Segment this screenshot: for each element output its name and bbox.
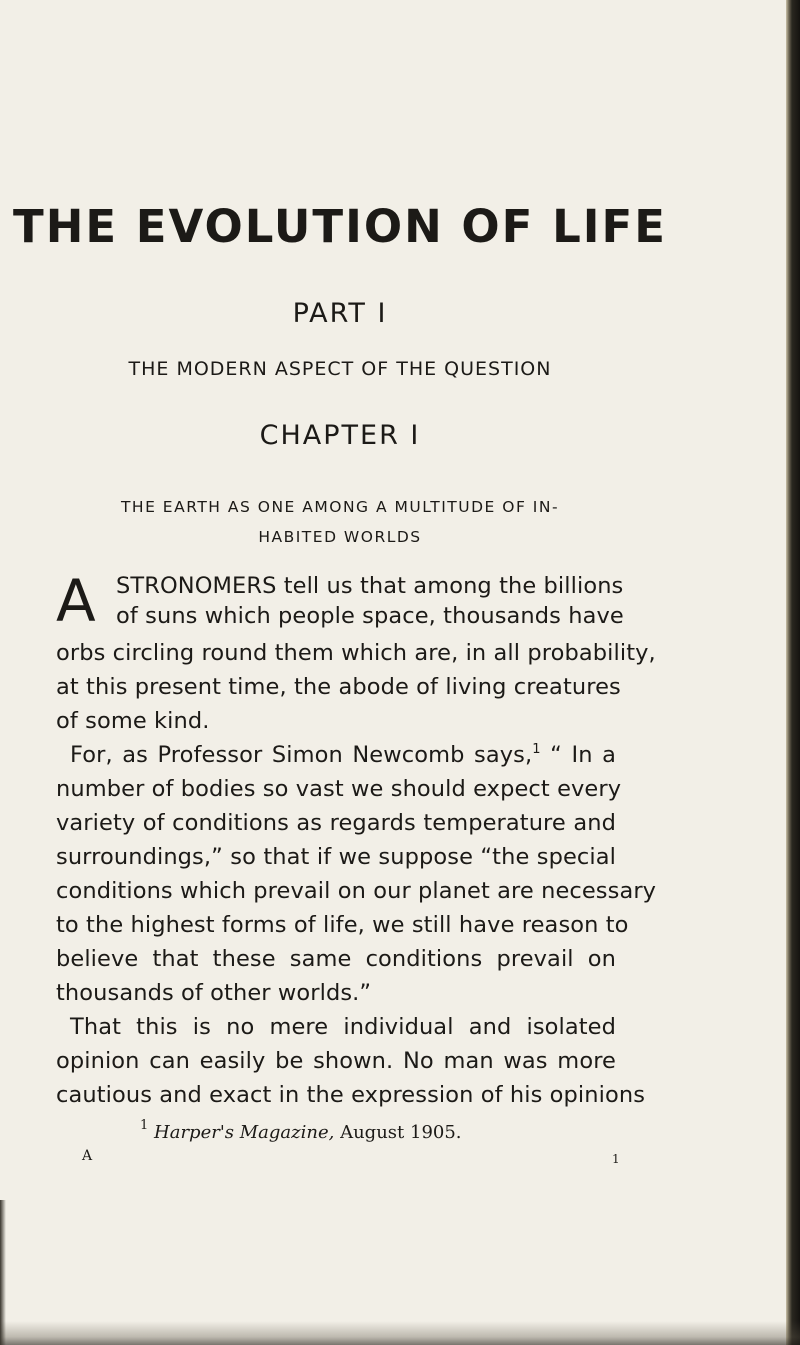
drop-cap: A — [56, 567, 96, 635]
body-line: thousands of other worlds.” — [56, 980, 372, 1006]
body-line: surroundings,” so that if we suppose “the special — [56, 844, 616, 870]
chapter-subtitle-line: HABITED WORLDS — [258, 528, 422, 546]
page-bottom-edge — [0, 1321, 800, 1345]
footnote-source: Harper's Magazine, — [154, 1122, 335, 1143]
signature-mark: A — [82, 1148, 93, 1164]
body-line: believe that these same conditions prevail on — [56, 946, 616, 972]
book-title: THE EVOLUTION OF LIFE — [13, 200, 667, 253]
body-line: variety of conditions as regards temperature and — [56, 810, 616, 836]
body-text: “ In a — [550, 742, 616, 768]
body-line: conditions which prevail on our planet are necessary — [56, 878, 657, 904]
body-line-with-footnote-ref — [70, 742, 616, 768]
footnote — [140, 1118, 462, 1143]
body-line: STRONOMERS tell us that among the billions — [116, 573, 624, 599]
footnote-marker: 1 — [140, 1118, 149, 1133]
chapter-subtitle-line: THE EARTH AS ONE AMONG A MULTITUDE OF IN- — [120, 498, 560, 516]
footnote-date: August 1905. — [340, 1122, 462, 1143]
footnote-reference: 1 — [532, 742, 541, 757]
chapter-subtitle — [0, 492, 680, 552]
body-line: of some kind. — [56, 708, 210, 734]
body-text: For, as Professor Simon Newcomb says, — [70, 742, 533, 768]
part-heading: PART I — [292, 298, 388, 329]
body-line: That this is no mere individual and isolated — [70, 1014, 616, 1040]
body-line: opinion can easily be shown. No man was more — [56, 1048, 616, 1074]
body-line: orbs circling round them which are, in all probability, — [56, 640, 656, 666]
page-binding-edge — [786, 0, 800, 1345]
body-line: number of bodies so vast we should expect every — [56, 776, 622, 802]
body-line: at this present time, the abode of living creatures — [56, 674, 621, 700]
body-line: of suns which people space, thousands have — [116, 603, 624, 629]
page-left-shadow — [0, 1200, 6, 1345]
page-number: 1 — [612, 1152, 620, 1166]
body-line: cautious and exact in the expression of his opinions — [56, 1082, 646, 1108]
section-heading: THE MODERN ASPECT OF THE QUESTION — [128, 358, 552, 380]
body-line: to the highest forms of life, we still have reason to — [56, 912, 629, 938]
chapter-heading: CHAPTER I — [259, 420, 421, 451]
